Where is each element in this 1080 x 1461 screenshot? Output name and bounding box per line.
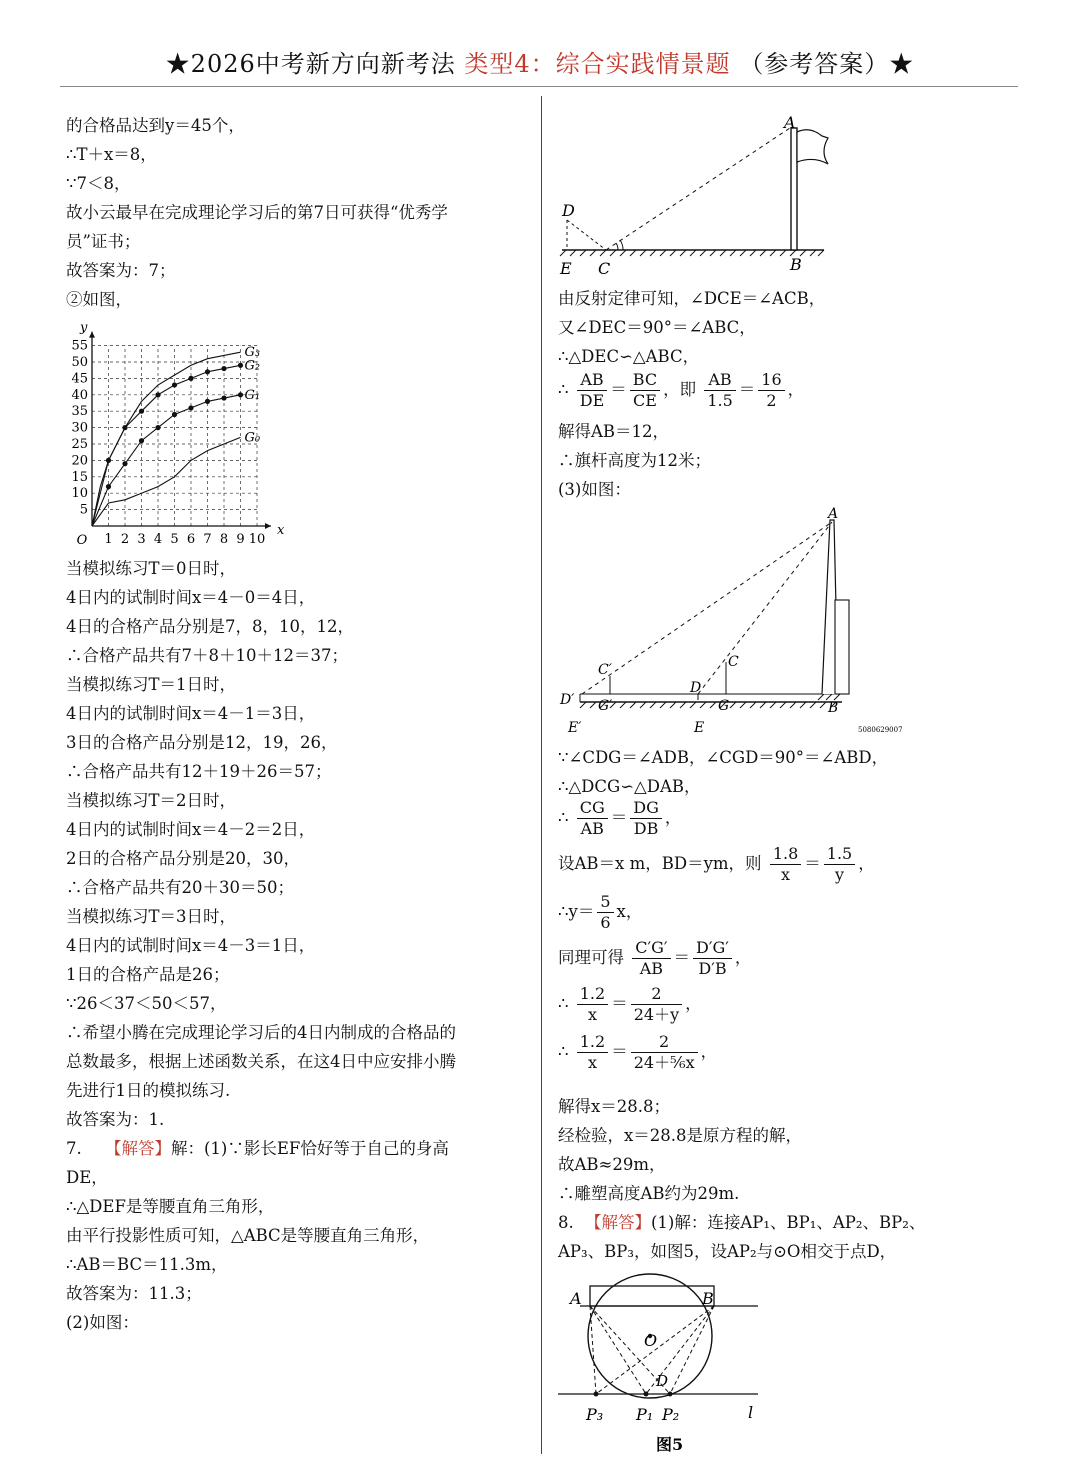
column-divider (541, 96, 542, 1454)
denominator: AB (639, 959, 664, 978)
figure-code: 5080629007 (858, 726, 903, 734)
flagpole-figure (552, 108, 832, 280)
data-point (155, 425, 160, 430)
numerator: 16 (758, 370, 784, 391)
text-span: ， (685, 994, 702, 1013)
header-suffix: （参考答案）★ (739, 50, 915, 78)
x-tick-label: 4 (153, 532, 163, 546)
figure-label: E′ (568, 720, 582, 736)
text-span: 同理可得 (558, 948, 624, 967)
x-tick-label: 1 (104, 532, 113, 546)
text-line: 当模拟练习T＝3日时， (66, 907, 237, 926)
text-line: ∴合格产品共有12＋19＋26＝57； (66, 762, 332, 781)
text-line: ∴合格产品共有20＋30＝50； (66, 878, 294, 897)
numerator: 1.5 (824, 844, 855, 865)
figure-label: C′ (598, 662, 612, 678)
y-tick-label: 25 (71, 437, 88, 452)
x-tick-label: 9 (236, 532, 245, 546)
figure-label: G′ (598, 698, 613, 714)
numerator: D′G′ (693, 938, 732, 959)
x-tick-label: 8 (219, 532, 229, 546)
header-prefix: ★2026中考新方向新考法 (165, 50, 456, 78)
figure-label: G (718, 698, 730, 714)
x-tick-label: 6 (186, 532, 196, 546)
denominator: x (587, 1005, 597, 1024)
text-line: 由反射定律可知，∠DCE＝∠ACB， (558, 289, 826, 308)
series-line (92, 437, 241, 526)
text-line: (2)如图： (66, 1313, 139, 1332)
numerator: 1.2 (577, 1032, 608, 1053)
denominator: y (834, 865, 845, 884)
text-line: ∴雕塑高度AB约为29m. (558, 1184, 740, 1203)
text-line: 当模拟练习T＝0日时， (66, 559, 237, 578)
text-span: ∴ (558, 808, 569, 827)
y-tick-label: 10 (71, 486, 88, 502)
data-point (155, 392, 160, 397)
text-line: 先进行1日的模拟练习. (66, 1081, 231, 1100)
figure-label: B (828, 700, 839, 716)
text-line: 当模拟练习T＝2日时， (66, 791, 237, 810)
denominator: 6 (600, 913, 611, 932)
denominator: DB (633, 819, 659, 838)
denominator: 24＋y (633, 1005, 680, 1024)
x-tick-label: 10 (248, 532, 266, 546)
text-span: ∴ (558, 1042, 569, 1061)
equation-line: 设AB＝x m，BD＝ym，则 $\frac{1.8}{x}$ ＝ $\frac{1.5}{y}$ ， (558, 844, 875, 884)
text-line: ∴△DCG∽△DAB， (558, 777, 701, 796)
text-line: ∵7＜8， (66, 174, 131, 193)
y-tick-label: 40 (71, 387, 88, 403)
text-line: 3日的合格产品分别是12，19，26， (66, 733, 338, 752)
text-line: 当模拟练习T＝1日时， (66, 675, 237, 694)
text-line: AP₃、BP₃，如图5，设AP₂与⊙O相交于点D， (558, 1242, 897, 1261)
figure-label: D′ (560, 692, 575, 708)
numerator: C′G′ (632, 938, 670, 959)
line-chart (62, 314, 292, 546)
text-line: 解得x＝28.8； (558, 1097, 671, 1116)
figure-label: A (570, 1289, 582, 1308)
y-tick-label: 15 (71, 469, 88, 485)
y-axis-label: y (80, 320, 88, 336)
x-axis-label: x (277, 523, 285, 538)
text-line: 4日内的试制时间x＝4－3＝1日， (66, 936, 316, 955)
text-line: 总数最多，根据上述函数关系，在这4日中应安排小腾 (66, 1052, 456, 1071)
data-point (188, 376, 193, 381)
text-line: 2日的合格产品分别是20，30， (66, 849, 300, 868)
denominator: 1.5 (707, 391, 733, 410)
figure-caption: 图5 (656, 1435, 684, 1454)
figure-label: E (694, 720, 705, 736)
text-line: 又∠DEC＝90°＝∠ABC， (558, 318, 756, 337)
y-tick-label: 5 (79, 502, 88, 518)
header-type-label: 类型4：综合实践情景题 (464, 50, 731, 78)
denominator: x (587, 1053, 597, 1072)
figure-label: B (702, 1289, 714, 1308)
denominator: DE (579, 391, 605, 410)
fraction (631, 984, 682, 1025)
series-label: G₁ (244, 387, 261, 403)
data-point (106, 458, 111, 463)
data-point (139, 438, 144, 443)
text-line: 1日的合格产品是26； (66, 965, 230, 984)
text-span: ， (734, 948, 752, 967)
text-span: ∴y＝ (558, 902, 595, 921)
data-point (122, 461, 127, 466)
x-axis-arrow (265, 523, 271, 529)
text-span: x， (616, 902, 643, 921)
data-point (238, 363, 243, 368)
y-tick-label: 30 (71, 420, 88, 436)
text-line: 4日的合格产品分别是7，8，10，12， (66, 617, 354, 636)
text-line: 4日内的试制时间x＝4－2＝2日， (66, 820, 316, 839)
fraction (693, 938, 732, 979)
text-line: 员”证书； (66, 232, 141, 251)
y-tick-label: 55 (71, 338, 88, 354)
page-header (60, 44, 1020, 79)
figure-label: C (598, 259, 611, 278)
figure-label: E (560, 259, 572, 278)
question-number: 8. (558, 1213, 574, 1232)
fraction (632, 938, 670, 979)
text-line: ∵26＜37＜50＜57， (66, 994, 227, 1013)
equation-line: 同理可得 $\frac{C'G'}{AB}$ ＝ $\frac{D'G'}{D'B}$ ， (558, 938, 752, 978)
fraction (770, 844, 801, 885)
numerator: 2 (631, 984, 682, 1005)
text-line: 故答案为：1. (66, 1110, 165, 1129)
data-point (221, 395, 226, 400)
text-line: 故答案为：11.3； (66, 1284, 202, 1303)
data-point (122, 425, 127, 430)
figure-label: P₂ (662, 1405, 680, 1424)
series-label: G₃ (244, 345, 261, 361)
equation-line: ∴ $\frac{CG}{AB}$ ＝ $\frac{DG}{DB}$ ， (558, 798, 682, 838)
text-span: ，即 (663, 380, 697, 399)
text-line: 由平行投影性质可知，△ABC是等腰直角三角形， (66, 1226, 430, 1245)
numerator: 1.8 (770, 844, 801, 865)
fraction (577, 370, 608, 411)
text-span: ∴ (558, 380, 569, 399)
header-rule (60, 86, 1018, 87)
origin-label: O (76, 533, 88, 546)
y-axis-arrow (89, 332, 95, 338)
fraction (758, 370, 784, 411)
series-label: G₂ (244, 358, 261, 374)
fraction (577, 798, 608, 839)
x-tick-label: 5 (170, 532, 179, 546)
fraction (824, 844, 855, 885)
x-tick-label: 7 (203, 532, 212, 546)
fraction (630, 370, 660, 411)
equation-line: ∴ $\frac{1.2}{x}$ ＝ $\frac{2}{24+y}$ ， (558, 984, 702, 1024)
text-span: 设AB＝x m，BD＝ym，则 (558, 854, 762, 873)
x-tick-label: 2 (120, 532, 130, 546)
figure-label: O (644, 1331, 658, 1350)
question-number: 7. (66, 1139, 82, 1158)
question-7-line (66, 1135, 449, 1159)
text-line: (3)如图： (558, 480, 631, 499)
numerator: 2 (631, 1032, 698, 1053)
numerator: BC (630, 370, 660, 391)
text-line: ∴T＋x＝8， (66, 145, 157, 164)
y-tick-label: 50 (71, 355, 88, 370)
equation-line: ∴ $\frac{1.2}{x}$ ＝ $\frac{2}{\text{24＋⁵⁄₆x}}$ ， (558, 1032, 718, 1072)
text-line: ∵∠CDG＝∠ADB，∠CGD＝90°＝∠ABD， (558, 748, 889, 767)
text-line: ∴旗杆高度为12米； (558, 451, 711, 470)
fraction (577, 984, 608, 1025)
text-line: ∴AB＝BC＝11.3m， (66, 1255, 228, 1274)
text-line: 4日内的试制时间x＝4－1＝3日， (66, 704, 316, 723)
text-line: ∴△DEC∽△ABC， (558, 347, 700, 366)
numerator: 1.2 (577, 984, 608, 1005)
text-line: ∴△DEF是等腰直角三角形， (66, 1197, 275, 1216)
data-point (172, 382, 177, 387)
denominator: AB (580, 819, 604, 838)
text-line: ∴合格产品共有7＋8＋10＋12＝37； (66, 646, 348, 665)
x-tick-label: 3 (137, 532, 146, 546)
figure-label: D (656, 1372, 669, 1390)
figure-label: P₃ (586, 1405, 604, 1424)
denominator: D′B (698, 959, 727, 978)
figure-label: A (828, 506, 839, 522)
sculpture-figure (552, 504, 912, 736)
numerator: AB (577, 370, 608, 391)
text-span: ， (858, 854, 875, 873)
figure-label: l (748, 1403, 754, 1422)
text-line: 解得AB＝12， (558, 422, 670, 441)
text-line: 的合格品达到y＝45个， (66, 116, 245, 135)
data-point (205, 399, 210, 404)
circle-figure (552, 1266, 782, 1456)
numerator: DG (630, 798, 662, 819)
text-span: ∴ (558, 994, 569, 1013)
figure-label: D (690, 680, 702, 696)
text-span: ， (664, 808, 682, 827)
equation-line: ∴ $\frac{AB}{DE}$ ＝ $\frac{BC}{CE}$ ，即 $\frac{AB}{1.5}$ ＝ $\frac{16}{2}$ ， (558, 370, 805, 410)
text-line: 故AB≈29m， (558, 1155, 666, 1174)
figure-label: A (784, 113, 796, 132)
text-line: ∴希望小腾在完成理论学习后的4日内制成的合格品的 (66, 1023, 456, 1042)
text-span: ， (787, 380, 805, 399)
text-span: ， (700, 1042, 718, 1061)
fraction (631, 1032, 698, 1073)
equation-line (558, 892, 642, 933)
text-line: 故答案为：7； (66, 261, 176, 280)
figure-label: B (790, 255, 802, 274)
y-tick-label: 45 (71, 371, 88, 387)
answer-tag: 【解答】 (585, 1213, 651, 1232)
fraction (597, 892, 613, 933)
text-line: 4日内的试制时间x＝4－0＝4日， (66, 588, 316, 607)
y-tick-label: 20 (71, 453, 88, 469)
data-point (238, 392, 243, 397)
data-point (188, 405, 193, 410)
data-point (106, 484, 111, 489)
numerator: AB (704, 370, 735, 391)
text-span: (1)解：连接AP₁、BP₁、AP₂、BP₂、 (651, 1213, 926, 1232)
denominator: 2 (766, 391, 777, 410)
fraction (577, 1032, 608, 1073)
answer-tag: 【解答】 (105, 1139, 171, 1158)
denominator: 24＋⁵⁄₆x (633, 1053, 695, 1072)
text-line: 经检验，x＝28.8是原方程的解， (558, 1126, 803, 1145)
fraction (704, 370, 735, 411)
figure-label: D (562, 201, 575, 220)
question-8-line (558, 1209, 925, 1233)
numerator: 5 (597, 892, 613, 913)
y-tick-label: 35 (71, 404, 88, 420)
data-point (221, 366, 226, 371)
text-span: 解：(1)∵影长EF恰好等于自己的身高 (171, 1139, 449, 1158)
text-line: DE， (66, 1168, 108, 1187)
figure-label: C (728, 654, 739, 670)
figure-label: P₁ (636, 1405, 654, 1424)
denominator: CE (632, 391, 657, 410)
data-point (205, 369, 210, 374)
text-line: ②如图， (66, 290, 132, 309)
numerator: CG (577, 798, 608, 819)
denominator: x (781, 865, 791, 884)
series-label: G₀ (244, 430, 261, 446)
fraction (630, 798, 662, 839)
text-line: 故小云最早在完成理论学习后的第7日可获得“优秀学 (66, 203, 448, 222)
data-point (139, 409, 144, 414)
data-point (172, 412, 177, 417)
